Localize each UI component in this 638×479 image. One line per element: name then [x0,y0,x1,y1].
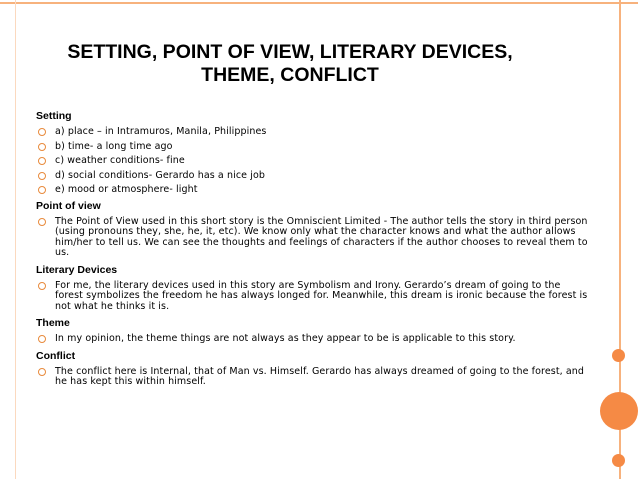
heading-point-of-view: Point of view [36,199,101,212]
setting-social: d) social conditions- Gerardo has a nice job [55,169,265,181]
list-item [34,185,589,196]
bullet-icon [38,368,46,376]
list-item [34,367,589,388]
decor-dot-small-bottom [612,454,625,467]
list-item [34,281,589,313]
list-item [34,142,589,153]
top-border-line [0,2,638,4]
slide-title-line-1: SETTING, POINT OF VIEW, LITERARY DEVICES, [67,41,513,63]
setting-weather: c) weather conditions- fine [55,155,185,166]
list-item [34,217,589,259]
literary-devices-text: For me, the literary devices used in this story are Symbolism and Irony. Gerardo’s dream of going to the forest symbolizes the freedom he has always longed for. Meanwhile, this dream is ironic because the forest is not what he thinks it is. [55,279,588,312]
heading-setting: Setting [36,110,72,122]
setting-place: a) place – in Intramuros, Manila, Philippines [55,126,267,137]
heading-conflict: Conflict [36,349,76,362]
bullet-icon [38,282,46,290]
setting-time: b) time- a long time ago [55,140,173,152]
bullet-icon [38,172,46,180]
left-border-line [15,0,16,479]
bullet-icon [38,157,46,165]
point-of-view-text: The Point of View used in this short story is the Omniscient Limited - The author tells the story in third person (using pronouns they, she, he, it, etc). We know only what the character knows and what the author allows him/her to tell us. We can see the thoughts and feelings of characters if the author chooses to reveal them to us. [55,215,588,258]
list-item [34,171,589,182]
bullet-icon [38,128,46,136]
heading-literary-devices: Literary Devices [36,263,118,276]
setting-mood: e) mood or atmosphere- light [55,184,198,195]
theme-text: In my opinion, the theme things are not always as they appear to be is applicable to this story. [55,333,516,344]
bullet-icon [38,186,46,194]
slide-title-line-2: THEME, CONFLICT [201,64,379,86]
bullet-icon [38,335,46,343]
bullet-icon [38,218,46,226]
list-item [34,156,589,167]
heading-theme: Theme [36,317,70,329]
slide-content [34,110,589,393]
list-item [34,334,589,345]
list-item [34,127,589,138]
conflict-text: The conflict here is Internal, that of Man vs. Himself. Gerardo has always dreamed of going to the forest, and he has kept this within himself. [55,365,585,387]
decor-dot-small-top [612,349,625,362]
bullet-icon [38,143,46,151]
decor-dot-large [600,392,638,430]
slide-title [30,41,550,87]
